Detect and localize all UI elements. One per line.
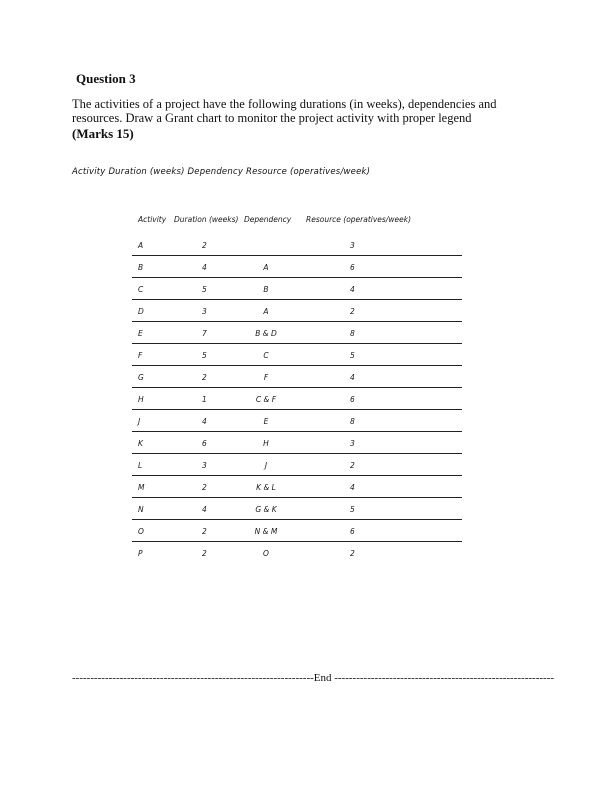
cell-resource: 4 xyxy=(350,285,355,294)
cell-resource: 3 xyxy=(350,241,355,250)
cell-resource: 6 xyxy=(350,263,355,272)
cell-duration: 2 xyxy=(202,373,207,382)
cell-resource: 8 xyxy=(350,329,355,338)
cell-activity: A xyxy=(138,241,144,250)
table-row xyxy=(132,278,462,300)
cell-dependency: E xyxy=(263,417,269,426)
cell-dependency: B xyxy=(263,285,269,294)
table-header-row xyxy=(132,208,462,228)
question-title: Question 3 xyxy=(76,71,136,86)
cell-resource: 5 xyxy=(350,351,355,360)
cell-resource: 3 xyxy=(350,439,355,448)
cell-dependency: H xyxy=(263,439,269,448)
cell-dependency: C xyxy=(263,351,269,360)
cell-resource: 4 xyxy=(350,483,355,492)
cell-resource: 4 xyxy=(350,373,355,382)
cell-duration: 4 xyxy=(202,417,207,426)
cell-activity: G xyxy=(138,373,144,382)
cell-dependency: B & D xyxy=(255,329,277,338)
cell-dependency: O xyxy=(263,549,269,558)
cell-activity: F xyxy=(138,351,143,360)
table-row xyxy=(132,228,462,256)
table-row xyxy=(132,300,462,322)
cell-duration: 3 xyxy=(202,307,207,316)
table-row xyxy=(132,366,462,388)
cell-duration: 5 xyxy=(202,351,207,360)
cell-activity: O xyxy=(138,527,144,536)
cell-duration: 7 xyxy=(202,329,207,338)
table-row xyxy=(132,410,462,432)
cell-duration: 5 xyxy=(202,285,207,294)
cell-resource: 6 xyxy=(350,395,355,404)
header-dependency: Dependency xyxy=(244,215,292,224)
cell-resource: 5 xyxy=(350,505,355,514)
cell-duration: 2 xyxy=(202,549,207,558)
cell-resource: 2 xyxy=(350,307,355,316)
cell-dependency: A xyxy=(263,263,269,272)
cell-duration: 6 xyxy=(202,439,207,448)
cell-activity: J xyxy=(138,417,141,426)
cell-resource: 2 xyxy=(350,461,355,470)
header-duration: Duration (weeks) xyxy=(174,215,239,224)
cell-dependency: N & M xyxy=(254,527,278,536)
table-row xyxy=(132,520,462,542)
question-body: The activities of a project have the following durations (in weeks), dependencies and resources. Draw a Grant chart to monitor the project activity with proper legend xyxy=(72,97,497,125)
cell-dependency: G & K xyxy=(255,505,277,514)
header-resource: Resource (operatives/week) xyxy=(306,215,411,224)
cell-activity: E xyxy=(138,329,143,338)
cell-dependency: A xyxy=(263,307,269,316)
cell-activity: C xyxy=(138,285,144,294)
question-marks: (Marks 15) xyxy=(72,126,134,141)
cell-activity: B xyxy=(138,263,144,272)
table-row xyxy=(132,476,462,498)
cell-duration: 2 xyxy=(202,483,207,492)
cell-activity: P xyxy=(138,549,143,558)
end-marker: ------------------------------------------------------------------End ------------------------------------------------------------ xyxy=(72,672,555,684)
cell-duration: 2 xyxy=(202,527,207,536)
cell-duration: 1 xyxy=(202,395,207,404)
header-activity: Activity xyxy=(138,215,167,224)
table-row xyxy=(132,542,462,563)
table-row xyxy=(132,388,462,410)
cell-duration: 4 xyxy=(202,505,207,514)
cell-resource: 2 xyxy=(350,549,355,558)
activity-table xyxy=(132,208,462,563)
table-row xyxy=(132,432,462,454)
table-body xyxy=(132,228,462,563)
table-row xyxy=(132,322,462,344)
cell-activity: N xyxy=(138,505,144,514)
cell-duration: 2 xyxy=(202,241,207,250)
cell-activity: M xyxy=(138,483,145,492)
cell-resource: 8 xyxy=(350,417,355,426)
cell-activity: D xyxy=(138,307,144,316)
table-caption: Activity Duration (weeks) Dependency Resource (operatives/week) xyxy=(72,167,371,177)
table-row xyxy=(132,454,462,476)
cell-dependency: F xyxy=(263,373,269,382)
table-row xyxy=(132,498,462,520)
cell-dependency: K & L xyxy=(256,483,276,492)
cell-dependency: C & F xyxy=(255,395,277,404)
cell-activity: L xyxy=(138,461,143,470)
cell-activity: H xyxy=(138,395,144,404)
cell-duration: 4 xyxy=(202,263,207,272)
cell-duration: 3 xyxy=(202,461,207,470)
cell-activity: K xyxy=(138,439,143,448)
table-row xyxy=(132,344,462,366)
table-row xyxy=(132,256,462,278)
cell-resource: 6 xyxy=(350,527,355,536)
cell-dependency: J xyxy=(264,461,268,470)
